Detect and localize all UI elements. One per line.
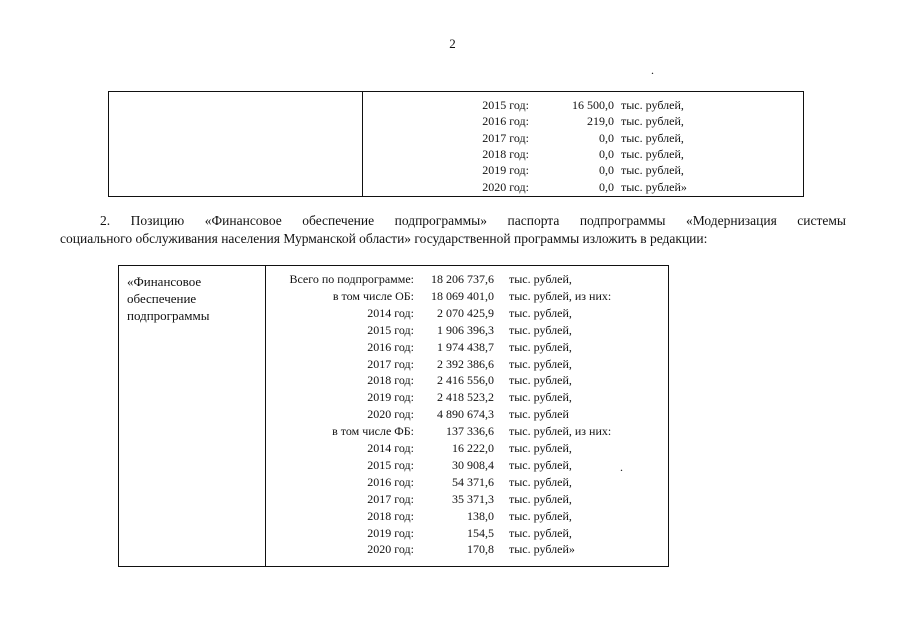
- row-label: Всего по подпрограмме:: [289, 272, 414, 286]
- row-amount: 0,0: [599, 163, 614, 178]
- table-row: [119, 356, 668, 373]
- row-label: 2016 год:: [367, 339, 414, 354]
- table-row: [119, 541, 668, 558]
- table-row: [119, 389, 668, 406]
- table-row: [119, 372, 668, 389]
- table-row: [119, 440, 668, 457]
- row-unit: тыс. рублей,: [509, 339, 572, 354]
- scan-dot: .: [620, 460, 623, 474]
- table-row: [119, 474, 668, 491]
- row-label: 2016 год:: [367, 474, 414, 489]
- row-unit: тыс. рублей,: [509, 491, 572, 506]
- row-unit: тыс. рублей,: [509, 373, 572, 388]
- row-unit: тыс. рублей,: [509, 272, 572, 286]
- table-row: [119, 508, 668, 525]
- row-unit: тыс. рублей»: [509, 542, 575, 557]
- row-unit: тыс. рублей, из них:: [509, 424, 612, 439]
- row-label: 2015 год:: [367, 457, 414, 472]
- table-row: [119, 406, 668, 423]
- row-amount: 16 500,0: [572, 98, 614, 112]
- row-unit: тыс. рублей,: [621, 130, 684, 145]
- table-row: [109, 146, 803, 162]
- funding-table: [118, 265, 669, 567]
- table-row: [109, 179, 803, 195]
- row-amount: 0,0: [599, 146, 614, 161]
- row-unit: тыс. рублей, из них:: [509, 288, 612, 303]
- row-amount: 2 416 556,0: [437, 373, 494, 388]
- scan-dot: .: [651, 63, 654, 77]
- row-label: 2020 год:: [367, 542, 414, 557]
- row-unit: тыс. рублей,: [509, 390, 572, 405]
- table-row: [119, 491, 668, 508]
- table-row: [119, 271, 668, 288]
- paragraph-line: социального обслуживания населения Мурманской области» государственной программы изложить в редакции:: [60, 231, 708, 246]
- row-label: 2015 год:: [367, 322, 414, 337]
- amendment-paragraph: [60, 212, 846, 248]
- position-title-line: «Финансовое: [127, 274, 202, 289]
- funding-table-continuation: [108, 91, 804, 197]
- row-unit: тыс. рублей,: [509, 356, 572, 371]
- table-row: [119, 525, 668, 542]
- row-year: 2017 год:: [482, 130, 529, 145]
- row-label: 2014 год:: [367, 305, 414, 320]
- row-unit: тыс. рублей,: [621, 98, 684, 112]
- position-title-line: подпрограммы: [127, 308, 210, 323]
- row-amount: 138,0: [467, 508, 494, 523]
- row-amount: 18 069 401,0: [431, 288, 494, 303]
- table-row: [109, 113, 803, 129]
- row-year: 2015 год:: [482, 98, 529, 112]
- row-amount: 170,8: [467, 542, 494, 557]
- row-unit: тыс. рублей,: [621, 114, 684, 129]
- paragraph-line: 2. Позицию «Финансовое обеспечение подпрограммы» паспорта подпрограммы «Модернизация системы: [100, 213, 846, 228]
- row-year: 2018 год:: [482, 146, 529, 161]
- position-title-line: обеспечение: [127, 291, 197, 306]
- row-amount: 154,5: [467, 525, 494, 540]
- row-amount: 2 392 386,6: [437, 356, 494, 371]
- row-unit: тыс. рублей,: [509, 441, 572, 455]
- row-amount: 16 222,0: [452, 441, 494, 455]
- page-number: 2: [449, 36, 456, 51]
- row-unit: тыс. рублей,: [509, 305, 572, 320]
- table-row: [119, 288, 668, 305]
- row-unit: тыс. рублей»: [621, 179, 687, 194]
- row-label: 2017 год:: [367, 356, 414, 371]
- row-year: 2016 год:: [482, 114, 529, 129]
- row-label: 2018 год:: [367, 373, 414, 388]
- row-amount: 1 906 396,3: [437, 322, 494, 337]
- table-row: [119, 305, 668, 322]
- row-amount: 2 070 425,9: [437, 305, 494, 320]
- table-row: [119, 423, 668, 440]
- row-label: 2020 год:: [367, 407, 414, 422]
- row-unit: тыс. рублей: [509, 407, 569, 422]
- row-label: в том числе ФБ:: [332, 424, 414, 439]
- row-amount: 4 890 674,3: [437, 407, 494, 422]
- table-row: [109, 130, 803, 146]
- row-unit: тыс. рублей,: [509, 457, 572, 472]
- row-label: 2019 год:: [367, 390, 414, 405]
- row-amount: 2 418 523,2: [437, 390, 494, 405]
- row-amount: 30 908,4: [452, 457, 494, 472]
- row-amount: 54 371,6: [452, 474, 494, 489]
- row-label: 2014 год:: [367, 441, 414, 455]
- row-year: 2020 год:: [482, 179, 529, 194]
- row-amount: 0,0: [599, 179, 614, 194]
- table-row: [119, 457, 668, 474]
- table-row: [109, 97, 803, 113]
- table-row: [119, 339, 668, 356]
- table-row: [109, 162, 803, 178]
- row-unit: тыс. рублей,: [621, 163, 684, 178]
- row-amount: 1 974 438,7: [437, 339, 494, 354]
- row-label: в том числе ОБ:: [332, 288, 414, 303]
- row-amount: 18 206 737,6: [431, 272, 494, 286]
- row-unit: тыс. рублей,: [509, 474, 572, 489]
- row-amount: 0,0: [599, 130, 614, 145]
- row-label: 2019 год:: [367, 525, 414, 540]
- row-unit: тыс. рублей,: [509, 508, 572, 523]
- row-amount: 35 371,3: [452, 491, 494, 506]
- row-label: 2017 год:: [367, 491, 414, 506]
- table-row: [119, 322, 668, 339]
- row-unit: тыс. рублей,: [621, 146, 684, 161]
- row-label: 2018 год:: [367, 508, 414, 523]
- row-unit: тыс. рублей,: [509, 322, 572, 337]
- row-year: 2019 год:: [482, 163, 529, 178]
- row-amount: 137 336,6: [446, 424, 494, 439]
- row-amount: 219,0: [587, 114, 614, 129]
- row-unit: тыс. рублей,: [509, 525, 572, 540]
